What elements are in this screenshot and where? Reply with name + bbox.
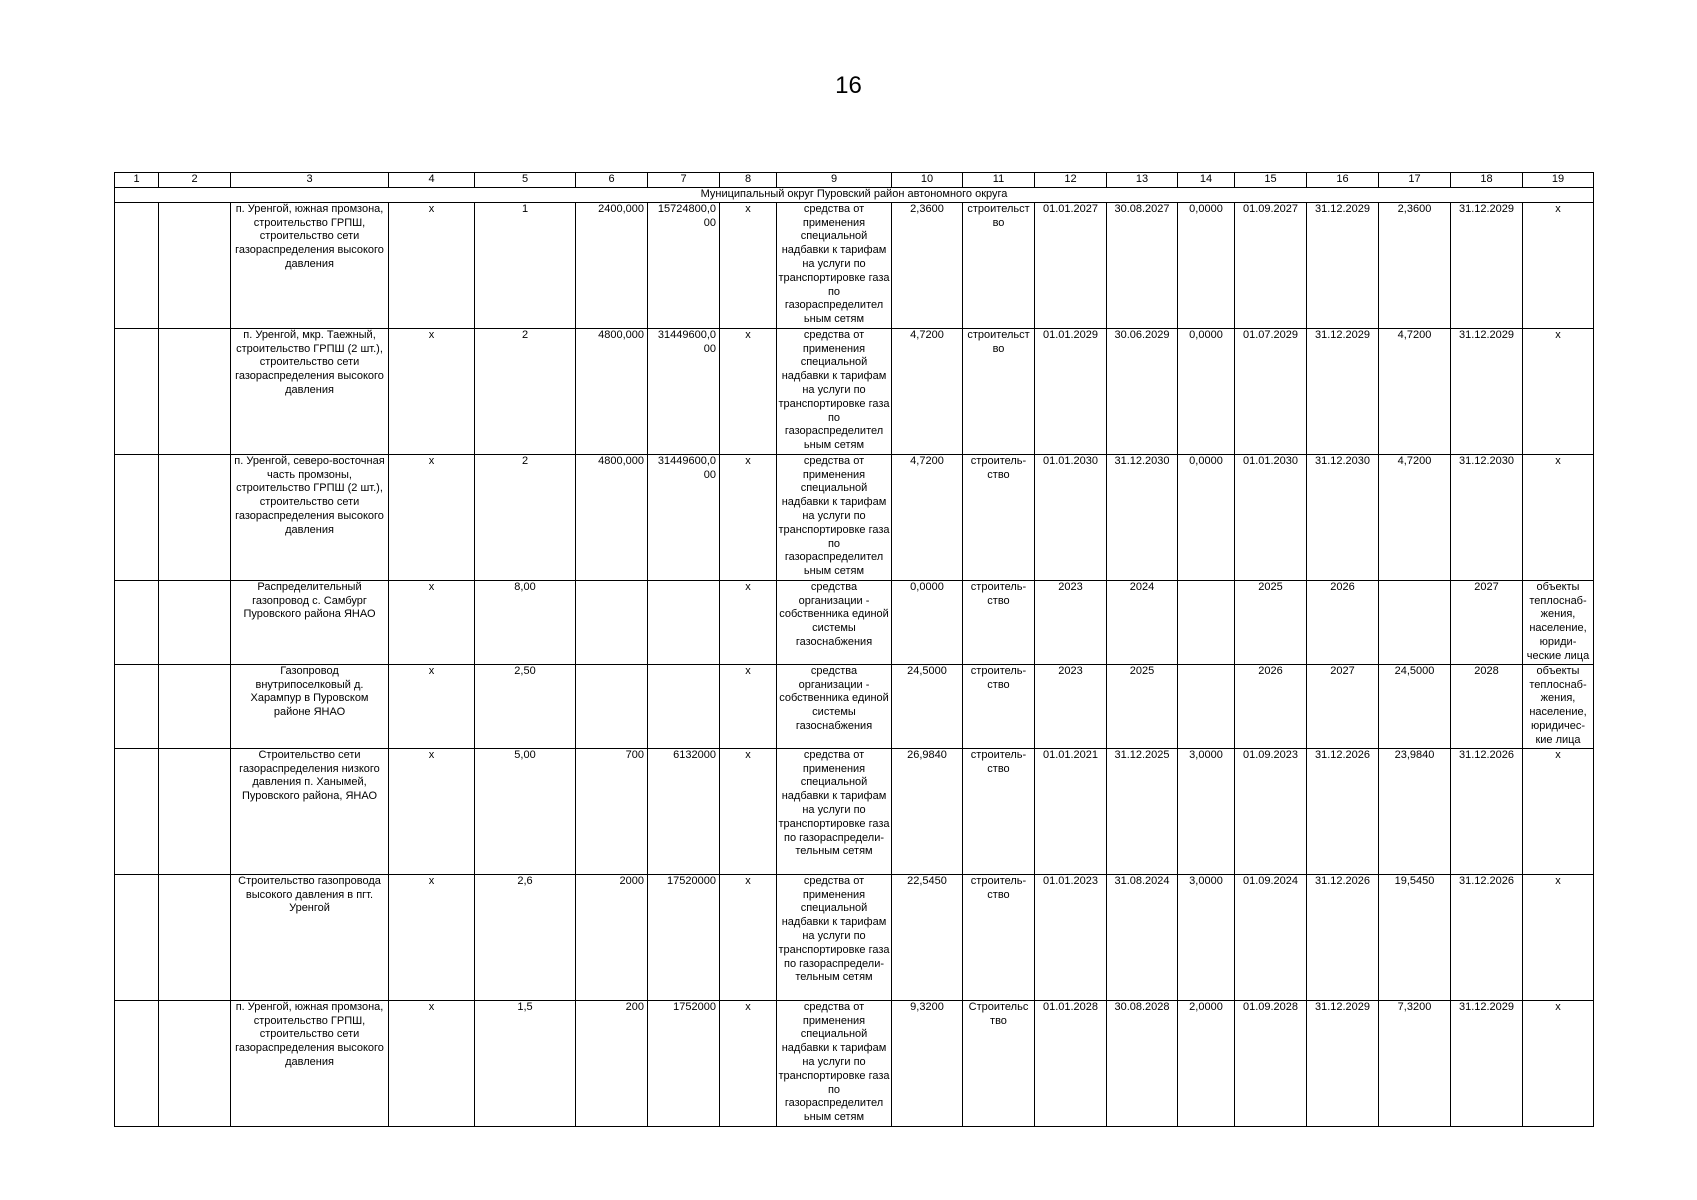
- cell-col-4: х: [389, 664, 475, 748]
- cell-col-10: 26,9840: [892, 748, 963, 874]
- cell-col-14: 2,0000: [1178, 1000, 1235, 1126]
- cell-col-9: средства от применения специальной надбавки к тарифам на услуги по транспортировке газа по газораспределител ьным сетям: [777, 454, 892, 580]
- cell-col-14: 3,0000: [1178, 874, 1235, 1000]
- cell-col-1: [115, 328, 159, 454]
- cell-col-19: объекты теплоснаб-жения, население, юридичес-кие лица: [1523, 664, 1594, 748]
- cell-col-14: [1178, 664, 1235, 748]
- cell-col-17: 4,7200: [1379, 328, 1451, 454]
- cell-col-9: средства от применения специальной надбавки к тарифам на услуги по транспортировке газа по газораспределител ьным сетям: [777, 328, 892, 454]
- column-number-12: 12: [1035, 173, 1107, 188]
- column-number-13: 13: [1107, 173, 1178, 188]
- cell-col-1: [115, 664, 159, 748]
- column-number-4: 4: [389, 173, 475, 188]
- cell-col-3: Распределительный газопровод с. Самбург Пуровского района ЯНАО: [231, 580, 389, 664]
- cell-col-1: [115, 454, 159, 580]
- cell-col-4: х: [389, 874, 475, 1000]
- cell-col-2: [159, 580, 231, 664]
- column-number-18: 18: [1451, 173, 1523, 188]
- cell-col-18: 31.12.2029: [1451, 328, 1523, 454]
- column-number-8: 8: [720, 173, 777, 188]
- cell-col-14: [1178, 580, 1235, 664]
- table-row: [115, 664, 1594, 748]
- cell-col-19: х: [1523, 748, 1594, 874]
- cell-col-18: 2027: [1451, 580, 1523, 664]
- cell-col-1: [115, 580, 159, 664]
- cell-col-6: [576, 580, 648, 664]
- column-number-3: 3: [231, 173, 389, 188]
- cell-col-4: х: [389, 328, 475, 454]
- cell-col-15: 01.07.2029: [1235, 328, 1307, 454]
- cell-col-11: строительст во: [963, 328, 1035, 454]
- cell-col-4: х: [389, 454, 475, 580]
- cell-col-5: 1: [475, 202, 576, 328]
- cell-col-8: х: [720, 454, 777, 580]
- cell-col-9: средства организации - собственника единой системы газоснабжения: [777, 580, 892, 664]
- cell-col-14: 0,0000: [1178, 328, 1235, 454]
- cell-col-1: [115, 874, 159, 1000]
- cell-col-10: 4,7200: [892, 454, 963, 580]
- cell-col-11: строитель-ство: [963, 580, 1035, 664]
- cell-col-9: средства от применения специальной надбавки к тарифам на услуги по транспортировке газа по газораспределител ьным сетям: [777, 202, 892, 328]
- cell-col-15: 2025: [1235, 580, 1307, 664]
- cell-col-17: 7,3200: [1379, 1000, 1451, 1126]
- cell-col-10: 0,0000: [892, 580, 963, 664]
- cell-col-6: [576, 664, 648, 748]
- column-number-19: 19: [1523, 173, 1594, 188]
- cell-col-5: 1,5: [475, 1000, 576, 1126]
- cell-col-9: средства от применения специальной надбавки к тарифам на услуги по транспортировке газа по газораспредели-тельным сетям: [777, 748, 892, 874]
- cell-col-18: 31.12.2026: [1451, 874, 1523, 1000]
- cell-col-11: Строительс тво: [963, 1000, 1035, 1126]
- cell-col-2: [159, 1000, 231, 1126]
- column-number-1: 1: [115, 173, 159, 188]
- cell-col-13: 30.08.2028: [1107, 1000, 1178, 1126]
- cell-col-8: х: [720, 874, 777, 1000]
- cell-col-6: 700: [576, 748, 648, 874]
- cell-col-12: 2023: [1035, 580, 1107, 664]
- cell-col-17: 4,7200: [1379, 454, 1451, 580]
- table-row: [115, 874, 1594, 1000]
- cell-col-8: х: [720, 664, 777, 748]
- cell-col-13: 30.06.2029: [1107, 328, 1178, 454]
- cell-col-16: 31.12.2030: [1307, 454, 1379, 580]
- cell-col-16: 2026: [1307, 580, 1379, 664]
- cell-col-11: строитель-ство: [963, 874, 1035, 1000]
- cell-col-16: 31.12.2026: [1307, 748, 1379, 874]
- cell-col-9: средства от применения специальной надбавки к тарифам на услуги по транспортировке газа по газораспредели-тельным сетям: [777, 874, 892, 1000]
- cell-col-14: 0,0000: [1178, 454, 1235, 580]
- cell-col-12: 01.01.2029: [1035, 328, 1107, 454]
- cell-col-11: строитель-ство: [963, 664, 1035, 748]
- column-number-10: 10: [892, 173, 963, 188]
- column-number-7: 7: [648, 173, 720, 188]
- cell-col-2: [159, 328, 231, 454]
- cell-col-14: 3,0000: [1178, 748, 1235, 874]
- cell-col-12: 01.01.2030: [1035, 454, 1107, 580]
- cell-col-5: 2,50: [475, 664, 576, 748]
- cell-col-3: Строительство газопровода высокого давления в пгт. Уренгой: [231, 874, 389, 1000]
- cell-col-1: [115, 1000, 159, 1126]
- cell-col-1: [115, 202, 159, 328]
- cell-col-7: 15724800,0 00: [648, 202, 720, 328]
- cell-col-3: Газопровод внутрипоселковый д. Харампур в Пуровском районе ЯНАО: [231, 664, 389, 748]
- cell-col-17: 23,9840: [1379, 748, 1451, 874]
- cell-col-16: 31.12.2029: [1307, 328, 1379, 454]
- cell-col-8: х: [720, 328, 777, 454]
- cell-col-3: Строительство сети газораспределения низкого давления п. Ханымей, Пуровского района, ЯНАО: [231, 748, 389, 874]
- table-row: [115, 748, 1594, 874]
- cell-col-13: 31.08.2024: [1107, 874, 1178, 1000]
- cell-col-5: 2,6: [475, 874, 576, 1000]
- cell-col-8: х: [720, 202, 777, 328]
- cell-col-12: 01.01.2028: [1035, 1000, 1107, 1126]
- table-row: [115, 202, 1594, 328]
- cell-col-8: х: [720, 580, 777, 664]
- cell-col-8: х: [720, 1000, 777, 1126]
- column-number-9: 9: [777, 173, 892, 188]
- cell-col-7: [648, 580, 720, 664]
- column-number-2: 2: [159, 173, 231, 188]
- cell-col-3: п. Уренгой, мкр. Таежный, строительство ГРПШ (2 шт.), строительство сети газораспределения высокого давления: [231, 328, 389, 454]
- cell-col-8: х: [720, 748, 777, 874]
- section-title: Муниципальный округ Пуровский район автономного округа: [115, 188, 1594, 203]
- cell-col-9: средства организации - собственника единой системы газоснабжения: [777, 664, 892, 748]
- cell-col-5: 5,00: [475, 748, 576, 874]
- cell-col-19: х: [1523, 328, 1594, 454]
- cell-col-12: 01.01.2021: [1035, 748, 1107, 874]
- cell-col-4: х: [389, 580, 475, 664]
- cell-col-4: х: [389, 748, 475, 874]
- cell-col-17: 19,5450: [1379, 874, 1451, 1000]
- cell-col-17: [1379, 580, 1451, 664]
- cell-col-16: 31.12.2029: [1307, 1000, 1379, 1126]
- cell-col-19: х: [1523, 874, 1594, 1000]
- cell-col-3: п. Уренгой, южная промзона, строительство ГРПШ, строительство сети газораспределения высокого давления: [231, 202, 389, 328]
- cell-col-13: 2025: [1107, 664, 1178, 748]
- cell-col-7: [648, 664, 720, 748]
- column-number-16: 16: [1307, 173, 1379, 188]
- table-row: [115, 328, 1594, 454]
- cell-col-16: 31.12.2029: [1307, 202, 1379, 328]
- cell-col-10: 2,3600: [892, 202, 963, 328]
- table-row: [115, 454, 1594, 580]
- cell-col-10: 4,7200: [892, 328, 963, 454]
- cell-col-5: 2: [475, 328, 576, 454]
- cell-col-14: 0,0000: [1178, 202, 1235, 328]
- cell-col-18: 31.12.2029: [1451, 202, 1523, 328]
- cell-col-11: строитель-ство: [963, 454, 1035, 580]
- cell-col-11: строитель-ство: [963, 748, 1035, 874]
- table-row: [115, 580, 1594, 664]
- cell-col-6: 200: [576, 1000, 648, 1126]
- cell-col-7: 17520000: [648, 874, 720, 1000]
- cell-col-10: 22,5450: [892, 874, 963, 1000]
- cell-col-13: 31.12.2025: [1107, 748, 1178, 874]
- cell-col-10: 24,5000: [892, 664, 963, 748]
- cell-col-19: х: [1523, 1000, 1594, 1126]
- cell-col-15: 01.09.2024: [1235, 874, 1307, 1000]
- cell-col-2: [159, 748, 231, 874]
- cell-col-15: 01.09.2028: [1235, 1000, 1307, 1126]
- cell-col-12: 01.01.2023: [1035, 874, 1107, 1000]
- cell-col-11: строительст во: [963, 202, 1035, 328]
- column-number-15: 15: [1235, 173, 1307, 188]
- cell-col-18: 31.12.2029: [1451, 1000, 1523, 1126]
- cell-col-12: 01.01.2027: [1035, 202, 1107, 328]
- cell-col-6: 2000: [576, 874, 648, 1000]
- cell-col-6: 4800,000: [576, 328, 648, 454]
- column-number-row: [115, 173, 1594, 188]
- cell-col-16: 2027: [1307, 664, 1379, 748]
- cell-col-2: [159, 202, 231, 328]
- cell-col-18: 31.12.2030: [1451, 454, 1523, 580]
- cell-col-19: х: [1523, 202, 1594, 328]
- cell-col-13: 30.08.2027: [1107, 202, 1178, 328]
- cell-col-17: 2,3600: [1379, 202, 1451, 328]
- cell-col-13: 31.12.2030: [1107, 454, 1178, 580]
- cell-col-18: 31.12.2026: [1451, 748, 1523, 874]
- cell-col-15: 2026: [1235, 664, 1307, 748]
- column-number-11: 11: [963, 173, 1035, 188]
- cell-col-5: 8,00: [475, 580, 576, 664]
- column-number-5: 5: [475, 173, 576, 188]
- cell-col-3: п. Уренгой, северо-восточная часть промзоны, строительство ГРПШ (2 шт.), строительство сети газораспределения высокого давления: [231, 454, 389, 580]
- cell-col-6: 2400,000: [576, 202, 648, 328]
- cell-col-10: 9,3200: [892, 1000, 963, 1126]
- table-row: [115, 1000, 1594, 1126]
- column-number-17: 17: [1379, 173, 1451, 188]
- cell-col-17: 24,5000: [1379, 664, 1451, 748]
- cell-col-7: 6132000: [648, 748, 720, 874]
- page-number: 16: [835, 72, 862, 99]
- cell-col-15: 01.01.2030: [1235, 454, 1307, 580]
- cell-col-5: 2: [475, 454, 576, 580]
- cell-col-16: 31.12.2026: [1307, 874, 1379, 1000]
- cell-col-4: х: [389, 1000, 475, 1126]
- cell-col-9: средства от применения специальной надбавки к тарифам на услуги по транспортировке газа по газораспределител ьным сетям: [777, 1000, 892, 1126]
- cell-col-7: 1752000: [648, 1000, 720, 1126]
- cell-col-12: 2023: [1035, 664, 1107, 748]
- cell-col-15: 01.09.2027: [1235, 202, 1307, 328]
- cell-col-2: [159, 874, 231, 1000]
- cell-col-2: [159, 454, 231, 580]
- cell-col-15: 01.09.2023: [1235, 748, 1307, 874]
- cell-col-13: 2024: [1107, 580, 1178, 664]
- section-row: [115, 188, 1594, 203]
- column-number-14: 14: [1178, 173, 1235, 188]
- cell-col-18: 2028: [1451, 664, 1523, 748]
- cell-col-3: п. Уренгой, южная промзона, строительство ГРПШ, строительство сети газораспределения высокого давления: [231, 1000, 389, 1126]
- cell-col-4: х: [389, 202, 475, 328]
- cell-col-7: 31449600,0 00: [648, 454, 720, 580]
- cell-col-2: [159, 664, 231, 748]
- column-number-6: 6: [576, 173, 648, 188]
- cell-col-7: 31449600,0 00: [648, 328, 720, 454]
- cell-col-19: х: [1523, 454, 1594, 580]
- cell-col-19: объекты теплоснаб-жения, население, юриди-ческие лица: [1523, 580, 1594, 664]
- cell-col-1: [115, 748, 159, 874]
- investment-program-table: [114, 172, 1594, 1127]
- cell-col-6: 4800,000: [576, 454, 648, 580]
